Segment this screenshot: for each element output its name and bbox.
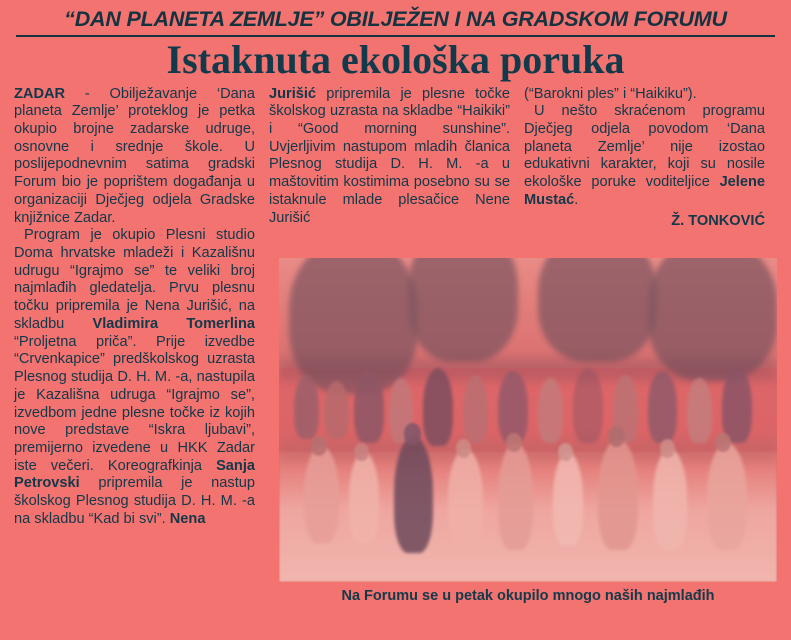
photo <box>279 258 777 582</box>
person-shape <box>653 449 688 549</box>
person-shape <box>349 452 379 543</box>
person-shape <box>294 375 319 440</box>
person-shape <box>707 443 747 550</box>
article-column-3-text <box>524 86 765 229</box>
person-shape <box>553 452 583 546</box>
emphasis-text: Sanja Petrovski <box>14 457 255 492</box>
page-title: Istaknuta ekološka poruka <box>166 36 625 82</box>
tree-shape <box>538 258 658 362</box>
head-shape <box>506 433 522 452</box>
byline: Ž. TONKOVIĆ <box>671 212 765 229</box>
head-shape <box>354 443 369 461</box>
article-photo-block <box>279 258 777 605</box>
person-shape <box>598 439 638 549</box>
head-shape <box>715 433 731 452</box>
emphasis-text: Nena <box>169 510 206 527</box>
head-shape <box>404 423 422 444</box>
person-shape <box>304 446 339 543</box>
person-shape <box>354 371 384 442</box>
emphasis-text: Jelene Mustać <box>524 174 765 208</box>
person-shape <box>648 371 678 442</box>
body-text: - Obilježavanje ‘Dana planeta Zemlje’ proteklog je petka okupio brojne zadarske udruge, osnovne i srednje škole. U poslijepodnevnim satima gradski Forum bio je poprištem događanja u organizaciji Dječjeg odjela Gradske knjižnice Zadar. <box>14 85 255 226</box>
person-shape <box>423 368 453 446</box>
photo-midband <box>279 358 777 381</box>
emphasis-text: Jurišić <box>269 85 317 102</box>
paragraph <box>269 86 510 228</box>
person-shape <box>687 378 712 443</box>
person-shape <box>448 449 483 546</box>
body-text: Program je okupio Plesni studio Doma hrvatske mladeži i Kazališnu udrugu “Igrajmo se” te veliki broj najmlađih gledatelja. Prvu plesnu točku pripremila je Nena Jurišić, na skladbu <box>14 227 255 332</box>
article-column-2 <box>269 86 510 228</box>
tree-shape <box>408 258 518 362</box>
person-shape <box>463 375 488 443</box>
emphasis-text: Vladimira Tomerlina <box>92 315 255 332</box>
paragraph <box>524 103 765 209</box>
head-shape <box>456 439 471 457</box>
head-shape <box>558 443 573 461</box>
body-text: pripremila je plesne točke školskog uzrasta na skladbe “Haikiki” i “Good morning sunshine”. Uvjerljivim nastupom mladih članica Plesnog studija D. H. M. -a u maštovitim kostimima posebno su se istaknule mlade plesačice Nene Jurišić <box>269 85 510 226</box>
person-shape <box>498 371 528 442</box>
head-shape <box>311 436 327 455</box>
head-shape <box>660 439 675 457</box>
paragraph <box>14 227 255 528</box>
body-text: “Proljetna priča”. Prije izvedbe “Crvenkapice” predškolskog uzrasta Plesnog studija D. H. M. -a, nastupila je Kazališna udruga “Igrajmo se”, izvedbom jedne plesne točke iz kojih nove predstave “Iskra ljubavi”, premijerno izvedene u HKK Zadar iste večeri. Koreografkinja <box>14 333 255 474</box>
emphasis-text: ZADAR <box>14 85 66 102</box>
article-column-1 <box>14 86 255 529</box>
person-shape <box>722 368 752 443</box>
person-shape <box>498 443 533 550</box>
paragraph <box>524 86 765 104</box>
body-text: (“Barokni ples” i “Haikiku”). <box>524 85 697 102</box>
article-kicker: “DAN PLANETA ZEMLJE” OBILJEŽEN I NA GRADSKOM FORUMU <box>64 7 727 31</box>
article-column-3 <box>524 86 765 229</box>
person-shape <box>573 368 603 443</box>
head-shape <box>608 426 625 446</box>
body-text: U nešto skraćenom programu Dječjeg odjela povodom ‘Dana planeta Zemlje’ nije izostao edukativni karakter, koji su nosile ekološke poruke voditeljice <box>524 103 765 191</box>
person-shape <box>394 436 434 553</box>
paragraph <box>14 86 255 228</box>
person-shape <box>324 381 349 439</box>
person-shape <box>538 378 563 443</box>
photo-caption: Na Forumu se u petak okupilo mnogo naših najmlađih <box>341 588 715 604</box>
body-text: . <box>574 191 579 208</box>
body-text: pripremila je nastup školskog Plesnog studija D. H. M. -a na skladbu “Kad bi svi”. <box>14 475 255 527</box>
